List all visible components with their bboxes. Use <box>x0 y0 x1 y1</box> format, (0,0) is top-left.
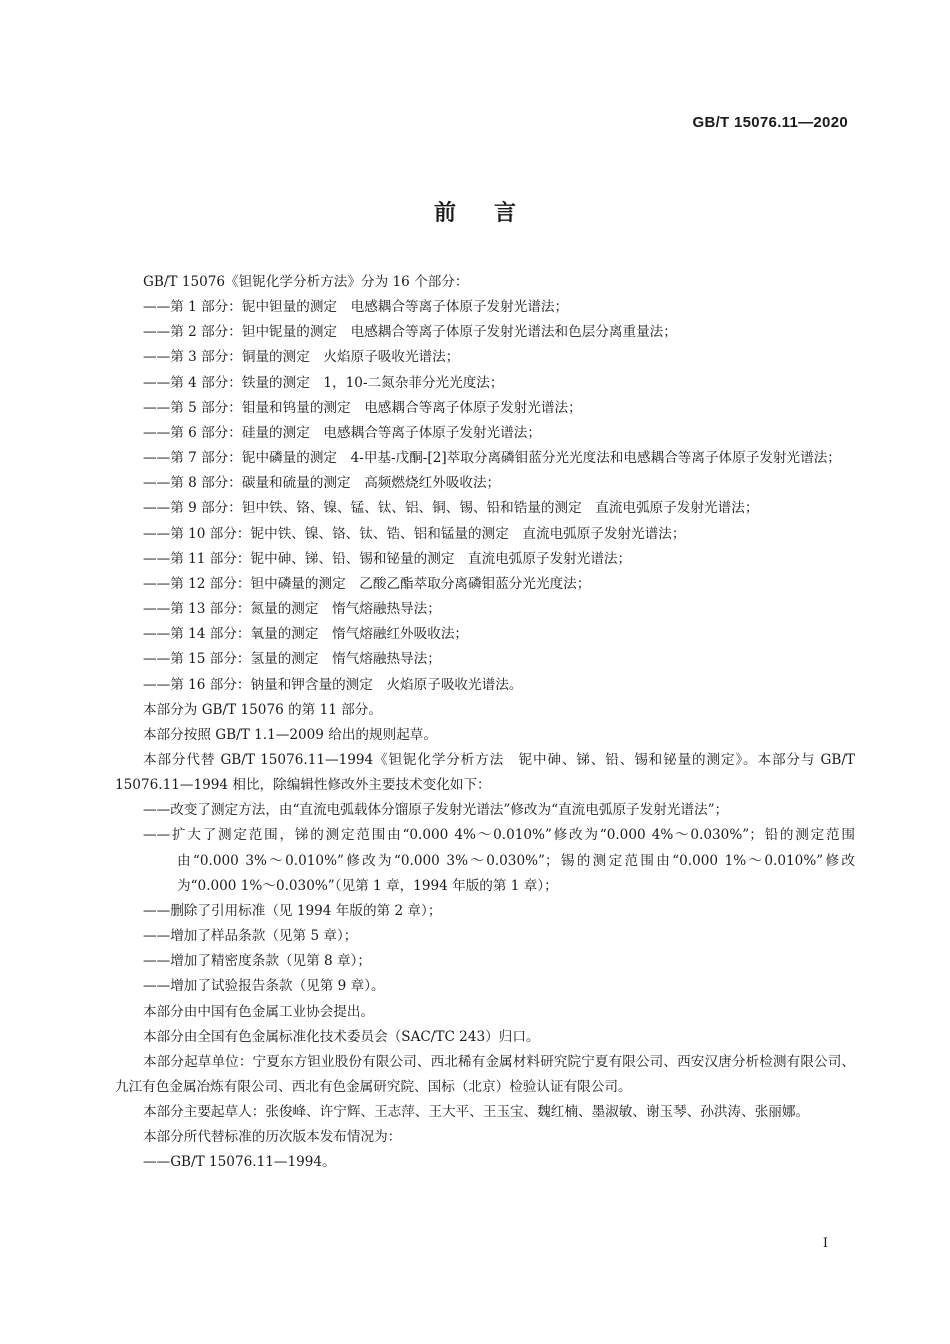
page-number: I <box>822 1236 828 1251</box>
history-intro: 本部分所代替标准的历次版本发布情况为： <box>143 1129 402 1146</box>
list-item: ——增加了精密度条款（见第 8 章）； <box>143 953 371 970</box>
list-item: ——第 16 部分：钠量和钾含量的测定 火焰原子吸收光谱法。 <box>143 676 523 693</box>
list-item: ——第 12 部分：钽中磷量的测定 乙酸乙酯萃取分离磷钼蓝分光光度法； <box>143 575 591 592</box>
list-item: ——第 14 部分：氧量的测定 惰气熔融红外吸收法； <box>143 626 469 643</box>
list-item: ——第 15 部分：氢量的测定 惰气熔融热导法； <box>143 651 441 668</box>
list-item: ——第 4 部分：铁量的测定 1，10-二氮杂菲分光光度法； <box>143 374 504 391</box>
foreword-body <box>115 270 855 1176</box>
list-item: ——第 7 部分：铌中磷量的测定 4-甲基-戊酮-[2]萃取分离磷钼蓝分光光度法和电感耦合等离子体原子发射光谱法； <box>143 450 841 467</box>
drafting-units: 本部分起草单位：宁夏东方钽业股份有限公司、西北稀有金属材料研究院宁夏有限公司、西安汉唐分析检测有限公司、九江有色金属冶炼有限公司、西北有色金属研究院、国标（北京）检验认证有限公司。 <box>115 1053 855 1095</box>
list-item: ——第 11 部分：铌中砷、锑、铅、锡和铋量的测定 直流电弧原子发射光谱法； <box>143 550 632 567</box>
proposed-by: 本部分由中国有色金属工业协会提出。 <box>143 1003 375 1020</box>
list-item: ——第 3 部分：铜量的测定 火焰原子吸收光谱法； <box>143 349 460 366</box>
drafters: 本部分主要起草人：张俊峰、许宁辉、王志萍、王大平、王玉宝、魏红楠、墨淑敏、谢玉琴、孙洪涛、张丽娜。 <box>143 1104 810 1121</box>
parts-list <box>115 295 855 698</box>
list-item: ——GB/T 15076.11—1994。 <box>143 1154 336 1171</box>
list-item: ——第 2 部分：钽中铌量的测定 电感耦合等离子体原子发射光谱法和色层分离重量法； <box>143 324 677 341</box>
list-item: ——增加了试验报告条款（见第 9 章）。 <box>143 978 385 995</box>
part-statement: 本部分为 GB/T 15076 的第 11 部分。 <box>143 701 382 718</box>
under-jurisdiction: 本部分由全国有色金属标准化技术委员会（SAC/TC 243）归口。 <box>143 1028 540 1045</box>
list-item: ——第 5 部分：钼量和钨量的测定 电感耦合等离子体原子发射光谱法； <box>143 399 582 416</box>
drafting-rules: 本部分按照 GB/T 1.1—2009 给出的规则起草。 <box>143 726 437 743</box>
page-title: 前言 <box>433 201 554 226</box>
list-item: ——改变了测定方法，由“直流电弧载体分馏原子发射光谱法”修改为“直流电弧原子发射光谱法”； <box>143 802 729 819</box>
list-item: ——第 1 部分：铌中钽量的测定 电感耦合等离子体原子发射光谱法； <box>143 299 569 316</box>
list-item: ——扩大了测定范围，锑的测定范围由“0.000 4%～0.010%”修改为“0.000 4%～0.030%”；铅的测定范围由“0.000 3%～0.010%”修改为“0.000 3%～0.030%”；锡的测定范围由“0.000 1%～0.010%”修改为“0.000 1%～0.030%”（见第 1 章，1994 年版的第 1 章）； <box>143 827 855 894</box>
list-item: ——删除了引用标准（见 1994 年版的第 2 章）； <box>143 902 442 919</box>
changes-list <box>115 798 855 999</box>
list-item: ——第 10 部分：铌中铁、镍、铬、钛、锆、铝和锰量的测定 直流电弧原子发射光谱法； <box>143 525 686 542</box>
list-item: ——第 6 部分：硅量的测定 电感耦合等离子体原子发射光谱法； <box>143 424 541 441</box>
standard-number: GB/T 15076.11—2020 <box>692 114 848 131</box>
list-item: ——第 9 部分：钽中铁、铬、镍、锰、钛、铝、铜、锡、铅和锆量的测定 直流电弧原子发射光谱法； <box>143 500 759 517</box>
replaces-paragraph: 本部分代替 GB/T 15076.11—1994《钽铌化学分析方法 铌中砷、锑、铅、锡和铋量的测定》。本部分与 GB/T 15076.11—1994 相比，除编辑性修改外主要技术变化如下： <box>115 751 855 794</box>
intro-paragraph: GB/T 15076《钽铌化学分析方法》分为 16 个部分： <box>143 274 469 290</box>
list-item: ——第 8 部分：碳量和硫量的测定 高频燃烧红外吸收法； <box>143 475 501 492</box>
list-item: ——第 13 部分：氮量的测定 惰气熔融热导法； <box>143 601 441 618</box>
list-item: ——增加了样品条款（见第 5 章）； <box>143 928 358 945</box>
